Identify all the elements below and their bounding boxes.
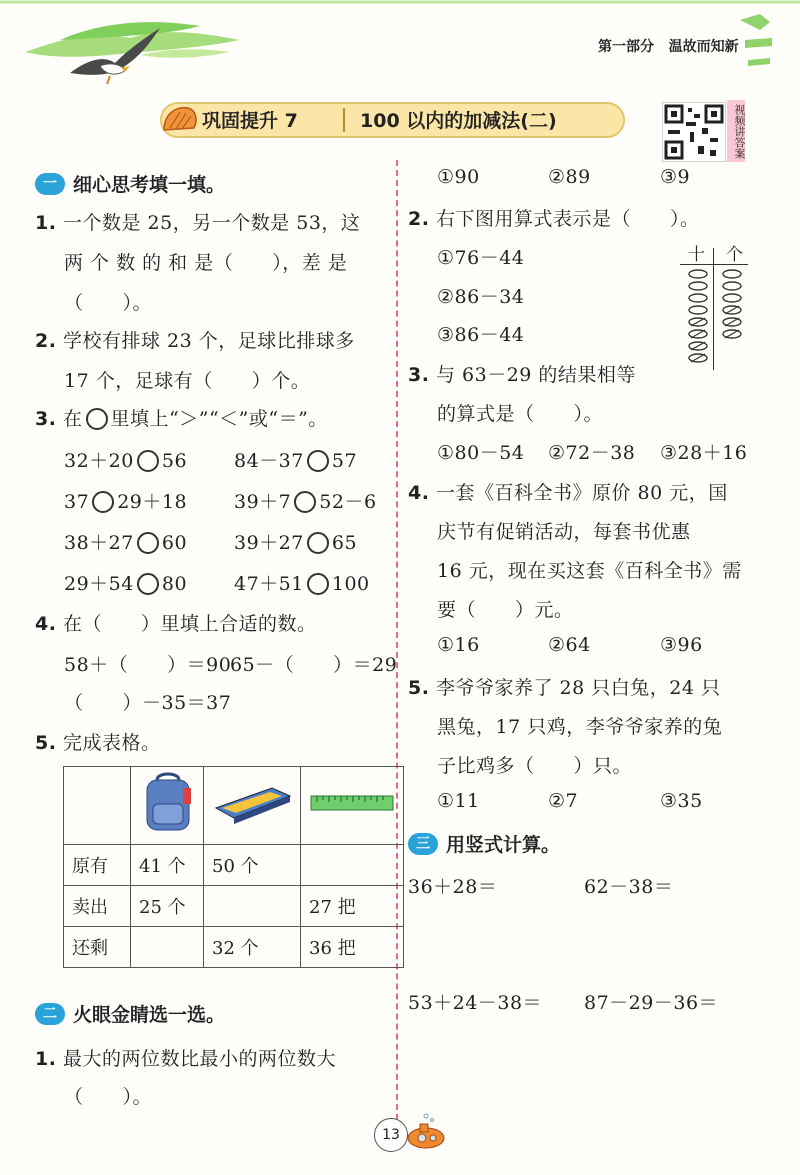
q3-row3-left: 38＋27 60	[64, 532, 188, 554]
s2q1-option-2[interactable]: ②89	[548, 166, 591, 188]
title-divider	[343, 108, 345, 132]
s2q1-number: 1.	[35, 1048, 57, 1070]
q3-row1-right: 84－37 57	[234, 450, 358, 472]
table-cell-blank[interactable]	[131, 927, 204, 968]
q3-prefix: 在	[63, 408, 83, 430]
s2q1-line1	[35, 1044, 336, 1071]
section3-heading	[408, 830, 560, 857]
row-label: 还剩	[64, 927, 131, 968]
header-text	[598, 36, 739, 56]
q3-row4-left: 29＋54 80	[64, 573, 188, 595]
calc-3: 53＋24－38＝	[408, 992, 543, 1014]
q5-number: 5.	[35, 732, 57, 754]
section3-badge: 三	[408, 833, 438, 855]
q3-suffix: 里填上“＞”“＜”或“＝”。	[110, 408, 328, 430]
table-corner	[64, 767, 131, 845]
s2q3-line2: 的算式是（ ）。	[437, 403, 604, 425]
s2q2-option-2[interactable]: ②86－34	[437, 286, 525, 308]
q4-line1	[35, 609, 317, 636]
shell-icon	[160, 100, 200, 140]
row-label: 原有	[64, 845, 131, 886]
q3-line1	[35, 404, 328, 431]
s2q5-line1	[408, 673, 720, 700]
s2q4-option-3[interactable]: ③96	[660, 634, 703, 656]
s2q4-option-1[interactable]: ①16	[437, 634, 480, 656]
q4-number: 4.	[35, 613, 57, 635]
calc-2: 62－38＝	[584, 876, 674, 898]
section1-heading	[35, 170, 225, 197]
q1-number: 1.	[35, 212, 57, 234]
section1-badge: 一	[35, 173, 65, 195]
q5-text: 完成表格。	[63, 732, 161, 754]
section2-title: 火眼金睛选一选。	[73, 1004, 226, 1026]
table-cell: 32 个	[204, 927, 301, 968]
q4-eq-c: （ ）－35＝37	[64, 692, 232, 714]
pencil-case-cell	[204, 767, 301, 845]
q2-number: 2.	[35, 330, 57, 352]
q5-line1	[35, 728, 161, 755]
q3-number: 3.	[35, 408, 57, 430]
s2q4-number: 4.	[408, 482, 430, 504]
q1-line3: （ ）。	[64, 292, 153, 314]
q3-row2-right: 39＋7 52－6	[234, 491, 377, 513]
seagull-icon	[60, 18, 170, 88]
q2-text1: 学校有排球 23 个，足球比排球多	[63, 330, 355, 352]
answer-circle[interactable]	[307, 573, 329, 595]
s2q4-text1: 一套《百科全书》原价 80 元，国	[436, 482, 728, 504]
answer-circle[interactable]	[137, 450, 159, 472]
answer-circle[interactable]	[307, 450, 329, 472]
s2q2-line1	[408, 204, 700, 231]
s2q4-line1	[408, 478, 728, 505]
s2q2-text1: 右下图用算式表示是（ ）。	[436, 208, 700, 230]
section1-title: 细心思考填一填。	[73, 174, 226, 196]
lesson-label: 巩固提升 7	[202, 110, 298, 132]
q4-text1: 在（ ）里填上合适的数。	[63, 613, 317, 635]
row-label: 卖出	[64, 886, 131, 927]
s2q3-text1: 与 63－29 的结果相等	[436, 364, 636, 386]
table-cell-blank[interactable]	[204, 886, 301, 927]
calc-4: 87－29－36＝	[584, 992, 719, 1014]
s2q5-line2: 黑兔，17 只鸡，李爷爷家养的兔	[437, 716, 723, 738]
s2q1-option-3[interactable]: ③9	[660, 166, 691, 188]
s2q3-option-3[interactable]: ③28＋16	[660, 442, 748, 464]
table-cell: 25 个	[131, 886, 204, 927]
qr-label: 视频讲答案	[727, 100, 745, 162]
answer-circle[interactable]	[137, 573, 159, 595]
place-value-diagram	[678, 240, 750, 372]
s2q5-option-3[interactable]: ③35	[660, 790, 703, 812]
q3-row3-right: 39＋27 65	[234, 532, 358, 554]
q1-line2: 两 个 数 的 和 是（ ），差 是	[64, 252, 348, 274]
q2-line1	[35, 326, 355, 353]
table-cell: 27 把	[301, 886, 404, 927]
s2q4-line2: 庆节有促销活动，每套书优惠	[437, 521, 691, 543]
s2q4-option-2[interactable]: ②64	[548, 634, 591, 656]
topic-label: 100 以内的加减法(二)	[360, 110, 557, 132]
counting-beads	[682, 266, 750, 370]
part-label: 第一部分	[598, 39, 654, 55]
answer-circle[interactable]	[92, 491, 114, 513]
column-divider	[396, 160, 398, 1120]
page-number-badge	[374, 1118, 408, 1152]
s2q5-option-2[interactable]: ②7	[548, 790, 579, 812]
s2q3-line1	[408, 360, 636, 387]
q1-text1: 一个数是 25，另一个数是 53，这	[63, 212, 361, 234]
q3-row2-left: 37 29＋18	[64, 491, 188, 513]
answer-circle[interactable]	[294, 491, 316, 513]
answer-circle[interactable]	[137, 532, 159, 554]
q3-row1-left: 32＋20 56	[64, 450, 188, 472]
calc-1: 36＋28＝	[408, 876, 498, 898]
s2q5-number: 5.	[408, 677, 430, 699]
s2q1-option-1[interactable]: ①90	[437, 166, 480, 188]
tens-label: 十	[688, 245, 705, 265]
s2q2-option-3[interactable]: ③86－44	[437, 324, 525, 346]
q4-eq-a: 58＋（ ）＝90	[64, 654, 232, 676]
s2q3-option-1[interactable]: ①80－54	[437, 442, 525, 464]
s2q3-option-2[interactable]: ②72－38	[548, 442, 636, 464]
table-cell-blank[interactable]	[301, 845, 404, 886]
s2q5-line3: 子比鸡多（ ）只。	[437, 755, 633, 777]
pencil-case-icon	[212, 778, 292, 828]
s2q5-text1: 李爷爷家养了 28 只白兔，24 只	[436, 677, 721, 699]
table-row	[64, 927, 404, 968]
answer-circle[interactable]	[307, 532, 329, 554]
goods-table	[63, 766, 404, 968]
q2-line2: 17 个，足球有（ ）个。	[64, 370, 311, 392]
s2q1-line2: （ ）。	[64, 1086, 153, 1108]
table-cell: 41 个	[131, 845, 204, 886]
s2q4-line4: 要（ ）元。	[437, 599, 574, 621]
compare-circle	[86, 408, 108, 430]
qr-code-icon[interactable]	[662, 102, 726, 162]
s2q1-text1: 最大的两位数比最小的两位数大	[63, 1048, 337, 1070]
q3-row4-right: 47＋51 100	[234, 573, 370, 595]
table-row	[64, 886, 404, 927]
ruler-icon	[309, 788, 395, 818]
backpack-cell	[131, 767, 204, 845]
s2q2-number: 2.	[408, 208, 430, 230]
section3-title: 用竖式计算。	[446, 834, 561, 856]
q4-eq-b: 65－（ ）＝29	[230, 654, 398, 676]
table-row	[64, 845, 404, 886]
section2-heading	[35, 1000, 225, 1027]
s2q3-number: 3.	[408, 364, 430, 386]
ruler-cell	[301, 767, 404, 845]
s2q2-option-1[interactable]: ①76－44	[437, 247, 525, 269]
table-cell: 50 个	[204, 845, 301, 886]
submarine-icon	[404, 1112, 448, 1154]
page-number: 13	[382, 1127, 400, 1143]
subtitle-label: 温故而知新	[668, 39, 739, 55]
ones-label: 个	[726, 245, 743, 265]
s2q4-line3: 16 元，现在买这套《百科全书》需	[437, 560, 742, 582]
section2-badge: 二	[35, 1003, 65, 1025]
s2q5-option-1[interactable]: ①11	[437, 790, 480, 812]
table-cell: 36 把	[301, 927, 404, 968]
q1-line1	[35, 208, 360, 235]
backpack-icon	[139, 770, 195, 836]
